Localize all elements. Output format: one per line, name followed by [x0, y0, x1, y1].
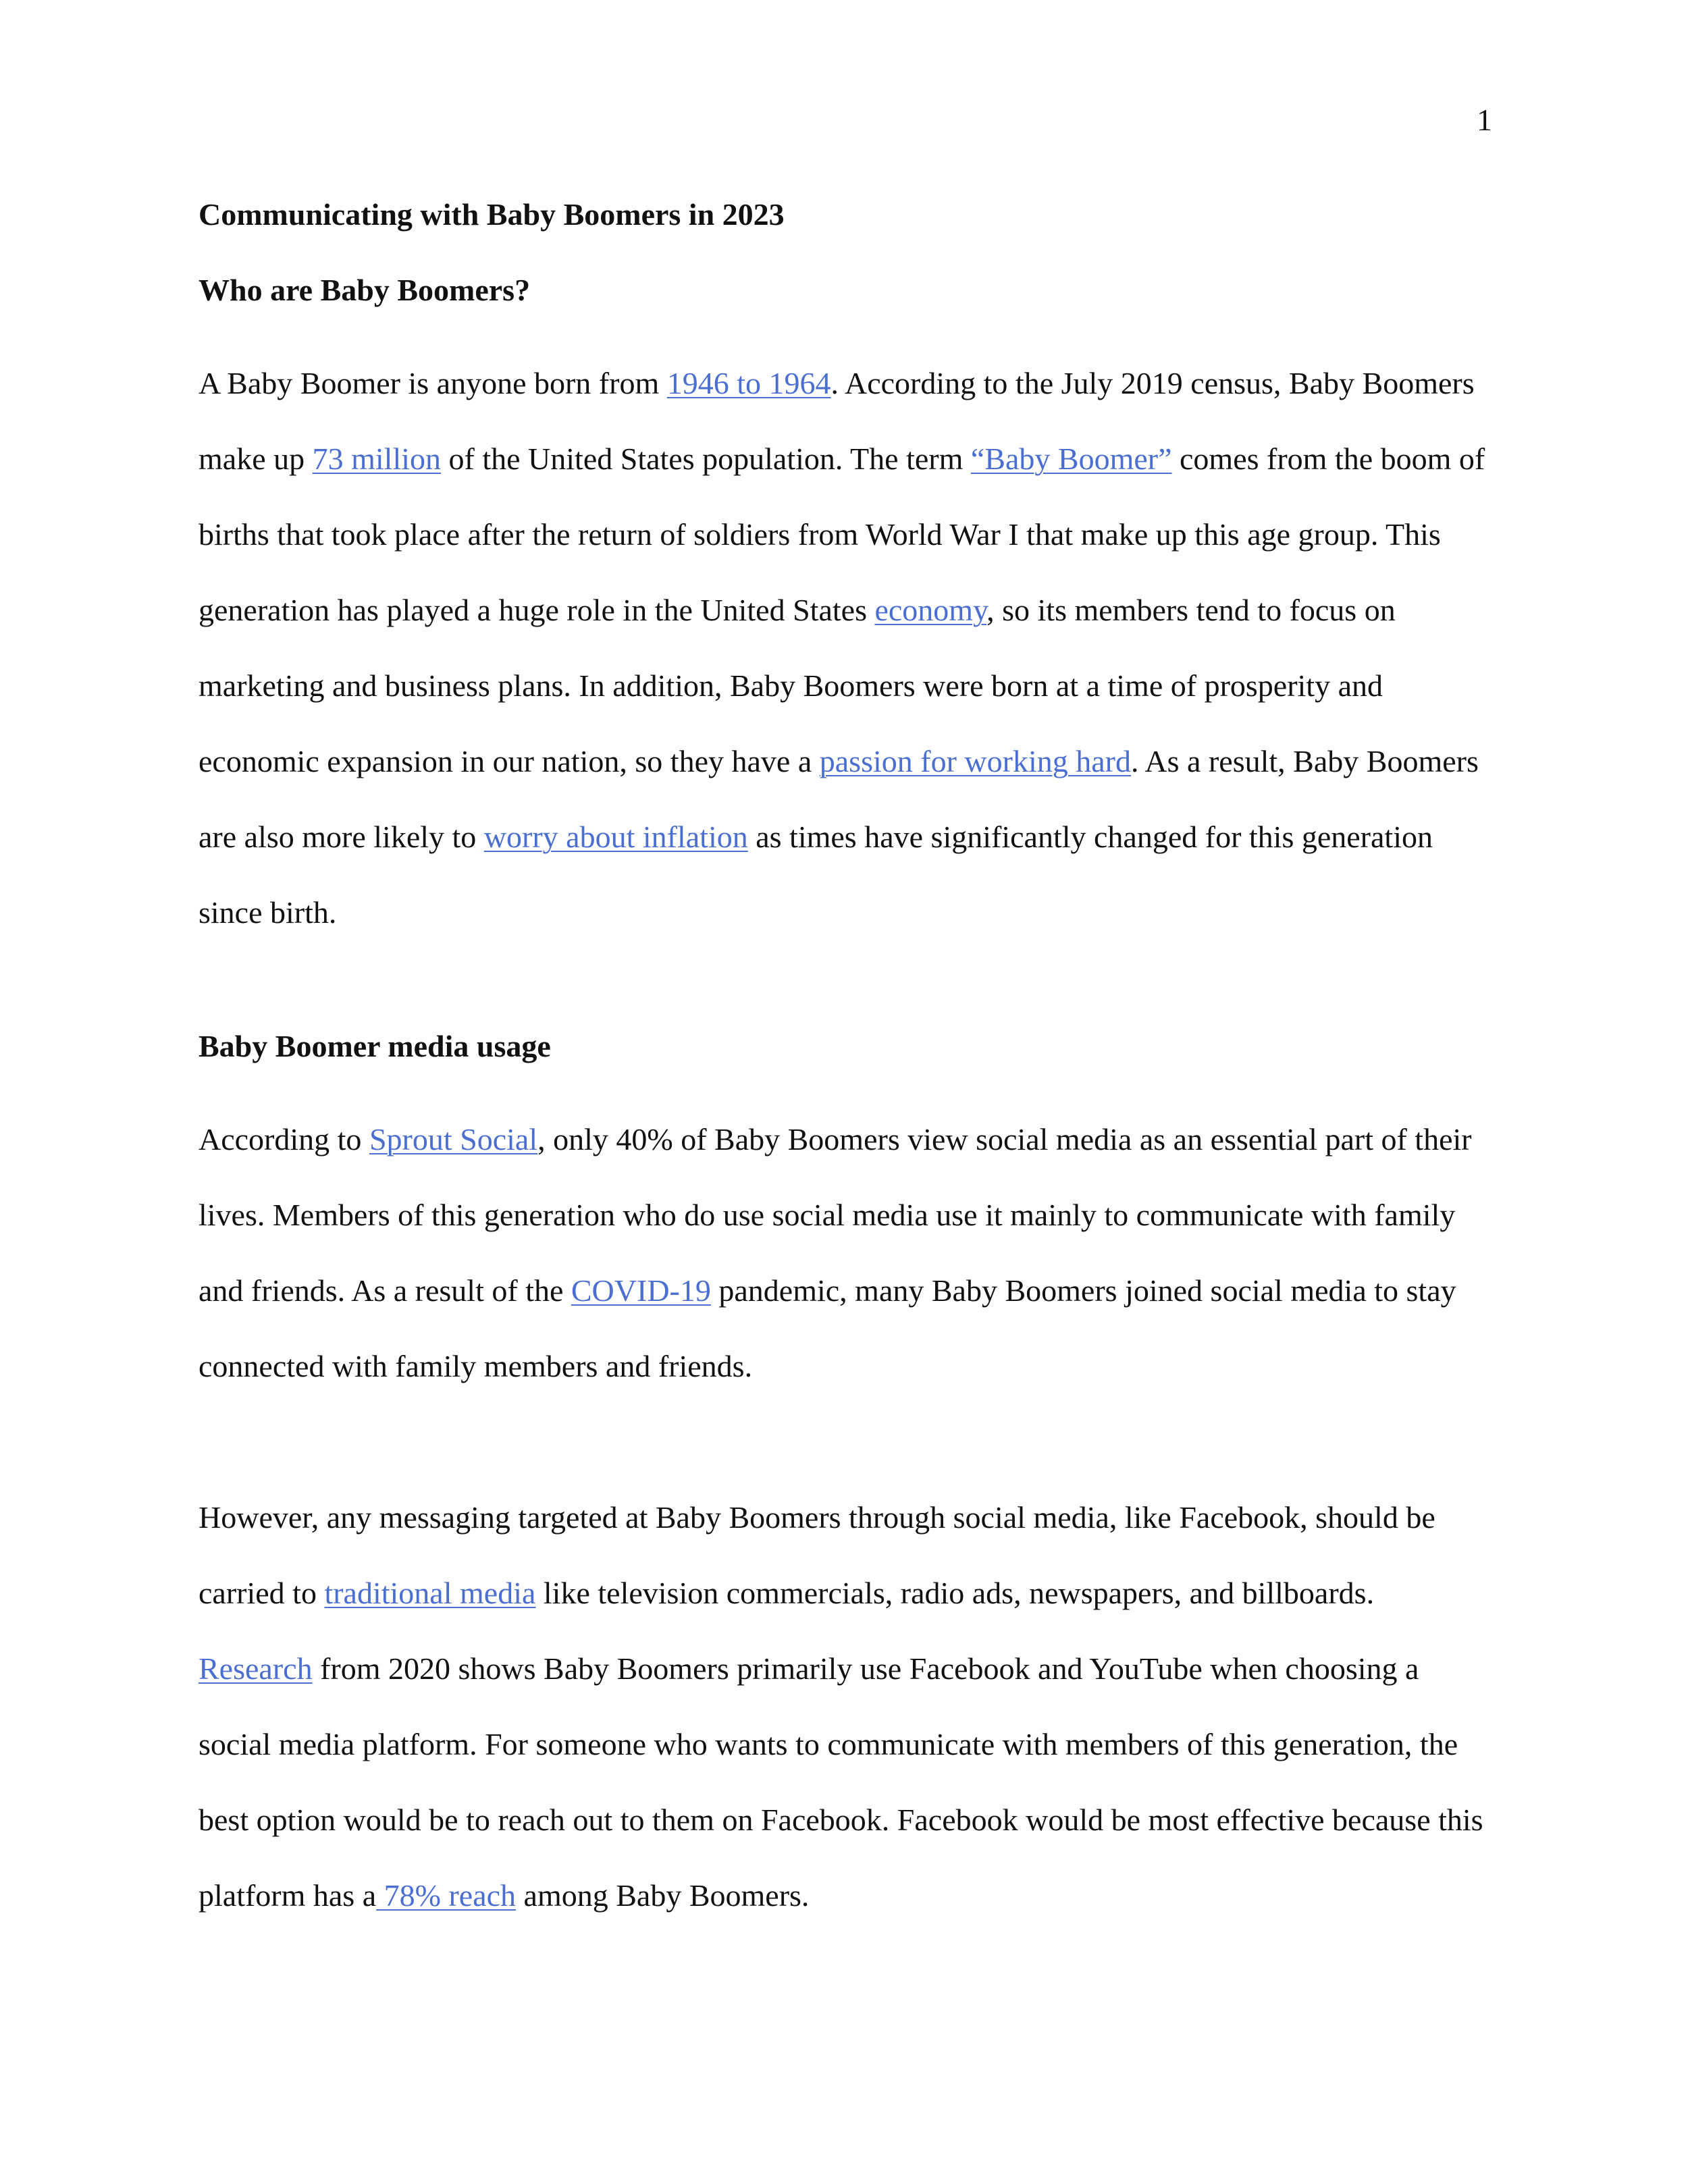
section-heading-media-usage: Baby Boomer media usage [199, 1029, 551, 1063]
link-78-reach[interactable]: 78% reach [376, 1878, 517, 1913]
paragraph-text: of the United States population. The term [441, 442, 971, 476]
section-heading-who-are-baby-boomers: Who are Baby Boomers? [199, 273, 531, 307]
section-paragraph [199, 1480, 1495, 1934]
link-covid-19[interactable]: COVID-19 [571, 1273, 711, 1308]
paragraph-text: . As a result, Baby Boomers are also more likely to [199, 744, 1479, 854]
paragraph-text: . According to the July 2019 census, Baby Boomers make up [199, 366, 1475, 476]
paragraph-text: However, any messaging targeted at Baby Boomers through social media, like Facebook, should be carried to [199, 1500, 1435, 1610]
section-paragraph [199, 1102, 1495, 1404]
paragraph-text: like television commercials, radio ads, newspapers, and billboards. [535, 1576, 1375, 1610]
section-paragraph [199, 346, 1495, 951]
paragraph-text: from 2020 shows Baby Boomers primarily use Facebook and YouTube when choosing a social media platform. For someone who wants to communicate with members of this generation, the best option would be to reach out to them on Facebook. Facebook would be most effective because this platform has a [199, 1651, 1483, 1913]
paragraph-text: A Baby Boomer is anyone born from [199, 366, 667, 400]
document-body [199, 194, 1495, 1934]
paragraph-text: as times have significantly changed for this generation since birth. [199, 820, 1433, 930]
link-73-million[interactable]: 73 million [312, 442, 442, 476]
link-research[interactable]: Research [199, 1651, 313, 1686]
link-traditional-media[interactable]: traditional media [324, 1576, 536, 1610]
link-economy[interactable]: economy [874, 593, 987, 627]
paragraph-text: , so its members tend to focus on marketing and business plans. In addition, Baby Boomers were born at a time of prosperity and economic expansion in our nation, so they have a [199, 593, 1396, 778]
paragraph-text: pandemic, many Baby Boomers joined social media to stay connected with family members and friends. [199, 1273, 1456, 1383]
paragraph-text: comes from the boom of births that took place after the return of soldiers from World War I that make up this age group. This generation has played a huge role in the United States [199, 442, 1485, 627]
paragraph-text: , only 40% of Baby Boomers view social media as an essential part of their lives. Members of this generation who do use social media use it mainly to communicate with family and friends. As a result of the [199, 1122, 1472, 1308]
link-1946-to-1964[interactable]: 1946 to 1964 [666, 366, 831, 400]
paragraph-text: According to [199, 1122, 369, 1156]
page-number: 1 [1477, 103, 1492, 137]
link-worry-about-inflation[interactable]: worry about inflation [483, 820, 748, 854]
link-baby-boomer[interactable]: “Baby Boomer” [970, 442, 1172, 476]
link-sprout-social[interactable]: Sprout Social [369, 1122, 538, 1156]
paragraph-text: among Baby Boomers. [516, 1878, 810, 1913]
document-title: Communicating with Baby Boomers in 2023 [199, 197, 785, 232]
link-passion-for-working-hard[interactable]: passion for working hard [819, 744, 1131, 778]
